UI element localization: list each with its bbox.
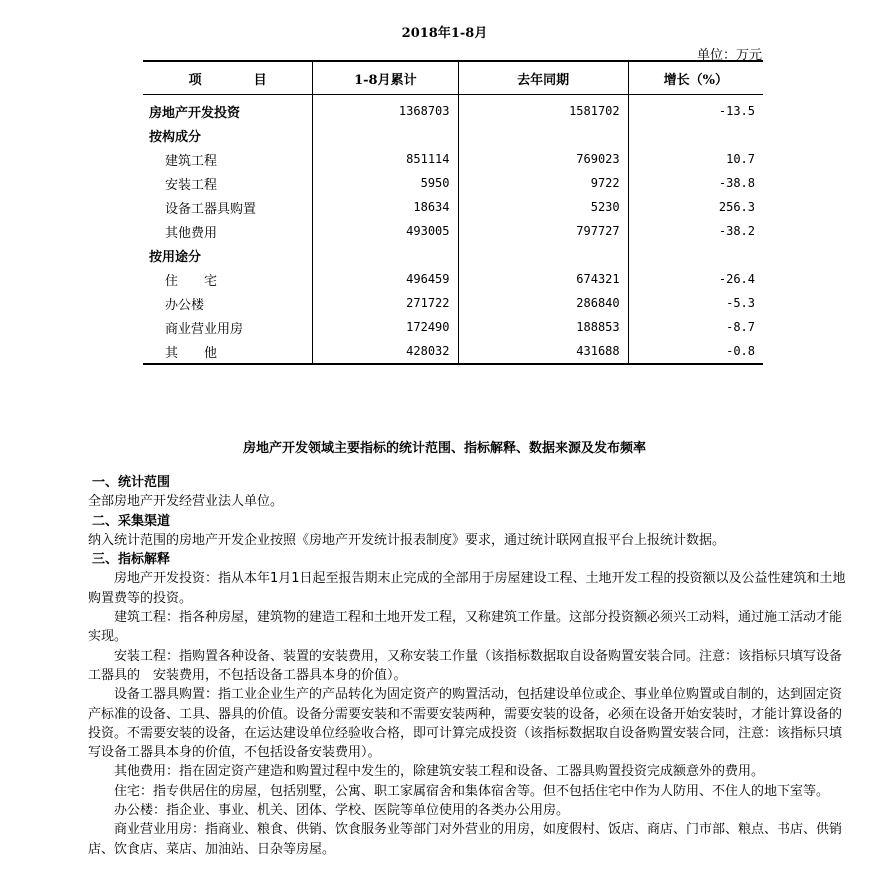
cell-ytd: 493005 (313, 219, 458, 243)
table-row (143, 339, 763, 364)
cell-growth: -13.5 (628, 95, 763, 124)
table-body (143, 95, 763, 365)
cell-prev-year: 188853 (458, 315, 628, 339)
row-label: 商业营业用房 (165, 321, 244, 337)
cell-growth: 256.3 (628, 195, 763, 219)
cell-prev-year: 1581702 (458, 95, 628, 124)
cell-growth: -26.4 (628, 267, 763, 291)
cell-ytd (313, 243, 458, 267)
cell-growth: -8.7 (628, 315, 763, 339)
cell-prev-year: 5230 (458, 195, 628, 219)
investment-table (143, 60, 763, 365)
table-row (143, 315, 763, 339)
cell-prev-year (458, 123, 628, 147)
table-row (143, 243, 763, 267)
cell-prev-year (458, 243, 628, 267)
table-row (143, 195, 763, 219)
definition-equipment: 设备工器具购置：指工业企业生产的产品转化为固定资产的购置活动，包括建设单位或企、事业单位购置或自制的，达到固定资产标准的设备、工具、器具的价值。设备分需要安装和不需要安装两种，需要安装的设备，必须在设备开始安装时，才能计算设备的投资。不需要安装的设备，在运达建设单位经验收合格，即可计算完成投资（该指标数据取自设备购置安装合同，注意：该指标只填写设备工器具本身的价值，不包括设备安装费用）。 (88, 687, 843, 761)
cell-ytd: 496459 (313, 267, 458, 291)
definition-office: 办公楼：指企业、事业、机关、团体、学校、医院等单位使用的各类办公用房。 (114, 803, 570, 819)
scope-text: 全部房地产开发经营业法人单位。 (88, 494, 284, 510)
table-row (143, 267, 763, 291)
col-header-prev-year: 去年同期 (458, 61, 628, 95)
cell-prev-year: 431688 (458, 339, 628, 364)
row-label: 安装工程 (165, 177, 218, 193)
notes-title: 房地产开发领域主要指标的统计范围、指标解释、数据来源及发布频率 (242, 441, 646, 456)
table-row (143, 219, 763, 243)
row-label: 房地产开发投资 (149, 105, 241, 121)
cell-prev-year: 286840 (458, 291, 628, 315)
col-header-item: 项 目 (143, 61, 313, 95)
notes-section (88, 473, 848, 859)
table-row (143, 95, 763, 124)
cell-ytd: 172490 (313, 315, 458, 339)
section-heading-definitions: 三、指标解释 (92, 552, 171, 568)
cell-growth: -5.3 (628, 291, 763, 315)
cell-ytd: 851114 (313, 147, 458, 171)
row-label: 设备工器具购置 (165, 201, 257, 217)
cell-ytd (313, 123, 458, 147)
row-label: 其 他 (165, 345, 218, 361)
definition-building: 建筑工程：指各种房屋，建筑物的建造工程和土地开发工程，又称建筑工作量。这部分投资额必须兴工动料，通过施工活动才能实现。 (88, 610, 843, 645)
definition-installation: 安装工程：指购置各种设备、装置的安装费用，又称安装工作量（该指标数据取自设备购置安装合同。注意：该指标只填写设备工器具的 安装费用，不包括设备工器具本身的价值）。 (88, 648, 843, 683)
cell-growth: 10.7 (628, 147, 763, 171)
cell-growth: -38.8 (628, 171, 763, 195)
definition-commercial: 商业营业用房：指商业、粮食、供销、饮食服务业等部门对外营业的用房，如度假村、饭店、商店、门市部、粮点、书店、供销店、饮食店、菜店、加油站、日杂等房屋。 (88, 822, 843, 857)
definition-other-costs: 其他费用：指在固定资产建造和购置过程中发生的，除建筑安装工程和设备、工器具购置投资完成额意外的费用。 (114, 764, 765, 780)
table-row (143, 147, 763, 171)
definition-investment: 房地产开发投资：指从本年1月1日起至报告期末止完成的全部用于房屋建设工程、土地开发工程的投资额以及公益性建筑和土地购置费等的投资。 (88, 571, 846, 606)
cell-ytd: 271722 (313, 291, 458, 315)
row-label: 建筑工程 (165, 153, 218, 169)
row-label: 住 宅 (165, 273, 218, 289)
cell-ytd: 18634 (313, 195, 458, 219)
cell-growth (628, 123, 763, 147)
row-label: 按构成分 (149, 129, 202, 145)
unit-label: 单位：万元 (696, 48, 762, 63)
cell-prev-year: 674321 (458, 267, 628, 291)
row-label: 其他费用 (165, 225, 218, 241)
channel-text: 纳入统计范围的房地产开发企业按照《房地产开发统计报表制度》要求，通过统计联网直报平台上报统计数据。 (88, 532, 726, 548)
cell-prev-year: 769023 (458, 147, 628, 171)
cell-prev-year: 797727 (458, 219, 628, 243)
cell-ytd: 428032 (313, 339, 458, 364)
cell-growth: -0.8 (628, 339, 763, 364)
cell-prev-year: 9722 (458, 171, 628, 195)
table-row (143, 123, 763, 147)
row-label: 办公楼 (165, 297, 205, 313)
report-period-title: 2018年1-8月 (401, 26, 488, 41)
cell-ytd: 1368703 (313, 95, 458, 124)
section-heading-scope: 一、统计范围 (92, 475, 171, 490)
col-header-ytd: 1-8月累计 (313, 61, 458, 95)
cell-growth (628, 243, 763, 267)
table-header-row (143, 61, 763, 95)
section-heading-channel: 二、采集渠道 (92, 513, 171, 529)
col-header-growth: 增长（%） (628, 61, 763, 95)
cell-growth: -38.2 (628, 219, 763, 243)
definition-residential: 住宅：指专供居住的房屋，包括别墅，公寓、职工家属宿舍和集体宿舍等。但不包括住宅中作为人防用、不住人的地下室等。 (114, 783, 830, 799)
table-row (143, 171, 763, 195)
table-row (143, 291, 763, 315)
cell-ytd: 5950 (313, 171, 458, 195)
row-label: 按用途分 (149, 249, 202, 265)
